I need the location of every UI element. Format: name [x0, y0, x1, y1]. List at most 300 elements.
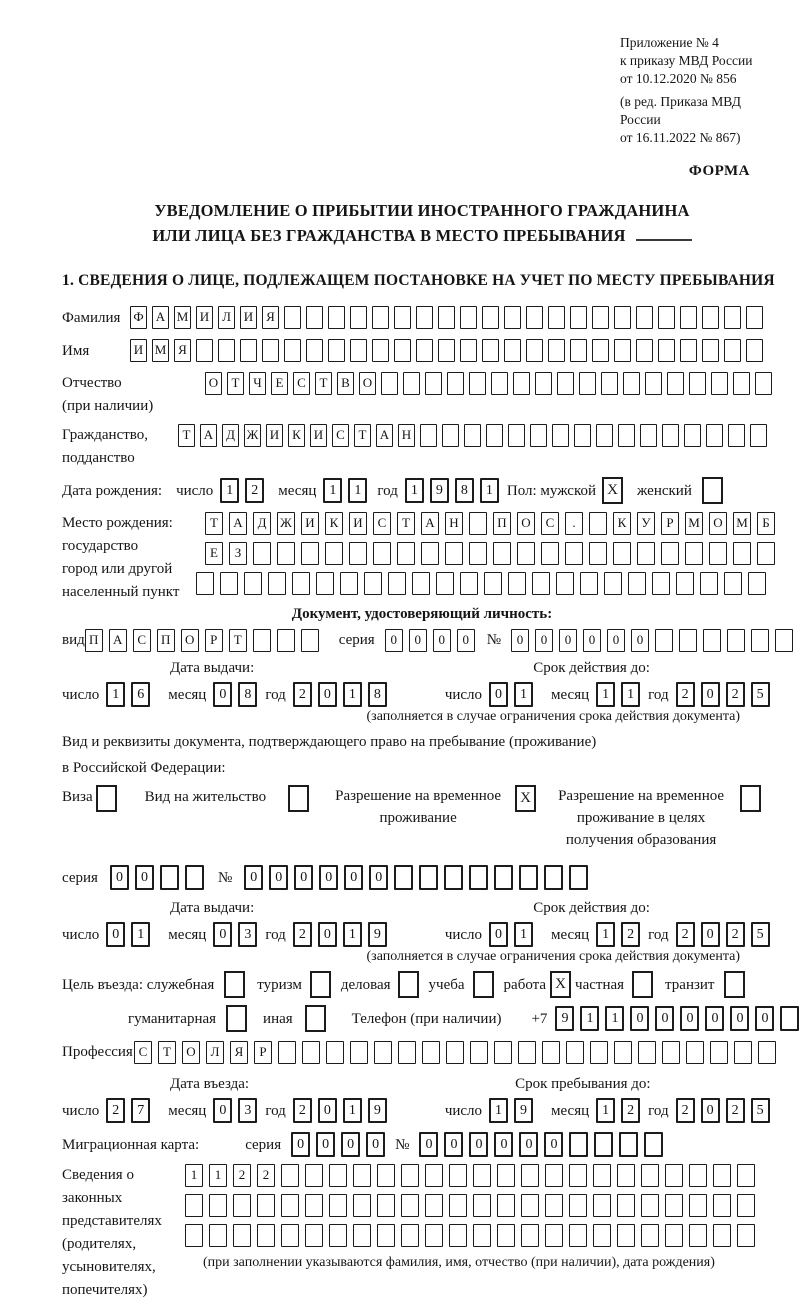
- form-cell[interactable]: Т: [354, 424, 371, 447]
- form-cell[interactable]: Т: [229, 629, 247, 652]
- form-cell[interactable]: Ф: [130, 306, 147, 329]
- form-cell[interactable]: [594, 1132, 613, 1157]
- form-cell[interactable]: М: [174, 306, 191, 329]
- form-cell[interactable]: [425, 1224, 443, 1247]
- form-cell[interactable]: [623, 372, 640, 395]
- form-cell[interactable]: [680, 306, 697, 329]
- form-cell[interactable]: 9: [368, 922, 387, 947]
- form-cell[interactable]: С: [134, 1041, 152, 1064]
- form-cell[interactable]: [469, 512, 487, 535]
- form-cell[interactable]: Я: [230, 1041, 248, 1064]
- form-cell[interactable]: [301, 542, 319, 565]
- form-cell[interactable]: [497, 1164, 515, 1187]
- form-cell[interactable]: 0: [489, 922, 508, 947]
- form-cell[interactable]: [350, 339, 367, 362]
- form-cell[interactable]: [685, 542, 703, 565]
- form-cell[interactable]: 5: [751, 922, 770, 947]
- form-cell[interactable]: Л: [218, 306, 235, 329]
- form-cell[interactable]: 2: [257, 1164, 275, 1187]
- form-cell[interactable]: [569, 865, 588, 890]
- form-cell[interactable]: [757, 542, 775, 565]
- form-cell[interactable]: [661, 542, 679, 565]
- form-cell[interactable]: [601, 372, 618, 395]
- form-cell[interactable]: [397, 542, 415, 565]
- form-cell[interactable]: .: [565, 512, 583, 535]
- form-cell[interactable]: Р: [205, 629, 223, 652]
- form-cell[interactable]: 1: [514, 922, 533, 947]
- form-cell[interactable]: [556, 572, 574, 595]
- form-cell[interactable]: [613, 542, 631, 565]
- form-cell[interactable]: [665, 1194, 683, 1217]
- form-cell[interactable]: [491, 372, 508, 395]
- form-cell[interactable]: Е: [205, 542, 223, 565]
- form-cell[interactable]: [209, 1224, 227, 1247]
- form-cell[interactable]: [552, 424, 569, 447]
- form-cell[interactable]: И: [349, 512, 367, 535]
- form-cell[interactable]: [513, 372, 530, 395]
- form-cell[interactable]: 0: [630, 1006, 649, 1031]
- form-cell[interactable]: 1: [348, 478, 367, 503]
- form-cell[interactable]: [592, 339, 609, 362]
- form-cell[interactable]: 0: [559, 629, 577, 652]
- form-cell[interactable]: [353, 1194, 371, 1217]
- form-cell[interactable]: 0: [213, 682, 232, 707]
- form-cell[interactable]: [394, 306, 411, 329]
- form-cell[interactable]: [541, 542, 559, 565]
- form-cell[interactable]: [281, 1194, 299, 1217]
- form-cell[interactable]: [469, 372, 486, 395]
- form-cell[interactable]: [569, 1194, 587, 1217]
- form-cell[interactable]: [614, 306, 631, 329]
- form-cell[interactable]: О: [182, 1041, 200, 1064]
- form-cell[interactable]: [328, 339, 345, 362]
- form-cell[interactable]: Т: [397, 512, 415, 535]
- temp-permit-edu-checkbox[interactable]: [740, 785, 761, 812]
- form-cell[interactable]: [710, 1041, 728, 1064]
- form-cell[interactable]: К: [613, 512, 631, 535]
- form-cell[interactable]: [724, 572, 742, 595]
- form-cell[interactable]: 2: [245, 478, 264, 503]
- form-cell[interactable]: [377, 1164, 395, 1187]
- form-cell[interactable]: [381, 372, 398, 395]
- form-cell[interactable]: [636, 339, 653, 362]
- form-cell[interactable]: [281, 1224, 299, 1247]
- form-cell[interactable]: [702, 306, 719, 329]
- form-cell[interactable]: [420, 424, 437, 447]
- form-cell[interactable]: Ж: [277, 512, 295, 535]
- form-cell[interactable]: [658, 306, 675, 329]
- form-cell[interactable]: 0: [511, 629, 529, 652]
- form-cell[interactable]: [521, 1194, 539, 1217]
- form-cell[interactable]: [667, 372, 684, 395]
- form-cell[interactable]: [329, 1224, 347, 1247]
- form-cell[interactable]: [518, 1041, 536, 1064]
- form-cell[interactable]: Д: [253, 512, 271, 535]
- other-checkbox[interactable]: [305, 1005, 326, 1032]
- form-cell[interactable]: 5: [751, 1098, 770, 1123]
- form-cell[interactable]: [306, 306, 323, 329]
- form-cell[interactable]: [748, 572, 766, 595]
- private-checkbox[interactable]: [632, 971, 653, 998]
- form-cell[interactable]: [679, 629, 697, 652]
- form-cell[interactable]: [244, 572, 262, 595]
- form-cell[interactable]: 0: [213, 922, 232, 947]
- form-cell[interactable]: [364, 572, 382, 595]
- form-cell[interactable]: [209, 1194, 227, 1217]
- form-cell[interactable]: [394, 865, 413, 890]
- form-cell[interactable]: О: [517, 512, 535, 535]
- form-cell[interactable]: 0: [701, 1098, 720, 1123]
- form-cell[interactable]: [349, 542, 367, 565]
- form-cell[interactable]: [403, 372, 420, 395]
- form-cell[interactable]: [617, 1224, 635, 1247]
- form-cell[interactable]: 2: [293, 682, 312, 707]
- form-cell[interactable]: А: [200, 424, 217, 447]
- form-cell[interactable]: [593, 1164, 611, 1187]
- form-cell[interactable]: [614, 339, 631, 362]
- form-cell[interactable]: [734, 1041, 752, 1064]
- form-cell[interactable]: [617, 1164, 635, 1187]
- form-cell[interactable]: [401, 1194, 419, 1217]
- form-cell[interactable]: [702, 339, 719, 362]
- form-cell[interactable]: [284, 339, 301, 362]
- form-cell[interactable]: М: [152, 339, 169, 362]
- form-cell[interactable]: Т: [205, 512, 223, 535]
- form-cell[interactable]: [438, 306, 455, 329]
- form-cell[interactable]: [372, 339, 389, 362]
- form-cell[interactable]: 1: [605, 1006, 624, 1031]
- form-cell[interactable]: А: [152, 306, 169, 329]
- form-cell[interactable]: [340, 572, 358, 595]
- form-cell[interactable]: [449, 1164, 467, 1187]
- form-cell[interactable]: [353, 1164, 371, 1187]
- form-cell[interactable]: [220, 572, 238, 595]
- form-cell[interactable]: [544, 865, 563, 890]
- form-cell[interactable]: [329, 1164, 347, 1187]
- form-cell[interactable]: [733, 542, 751, 565]
- form-cell[interactable]: [262, 339, 279, 362]
- form-cell[interactable]: [301, 629, 319, 652]
- form-cell[interactable]: [589, 512, 607, 535]
- form-cell[interactable]: [305, 1194, 323, 1217]
- form-cell[interactable]: З: [229, 542, 247, 565]
- form-cell[interactable]: 1: [621, 682, 640, 707]
- form-cell[interactable]: 0: [701, 922, 720, 947]
- official-checkbox[interactable]: [224, 971, 245, 998]
- form-cell[interactable]: 1: [131, 922, 150, 947]
- sex-female-checkbox[interactable]: [702, 477, 723, 504]
- form-cell[interactable]: [775, 629, 793, 652]
- form-cell[interactable]: [388, 572, 406, 595]
- form-cell[interactable]: [422, 1041, 440, 1064]
- form-cell[interactable]: [196, 572, 214, 595]
- form-cell[interactable]: [689, 1224, 707, 1247]
- form-cell[interactable]: [751, 629, 769, 652]
- form-cell[interactable]: [497, 1194, 515, 1217]
- form-cell[interactable]: 2: [293, 922, 312, 947]
- form-cell[interactable]: 0: [366, 1132, 385, 1157]
- form-cell[interactable]: [350, 1041, 368, 1064]
- form-cell[interactable]: 2: [621, 922, 640, 947]
- form-cell[interactable]: [532, 572, 550, 595]
- form-cell[interactable]: [277, 542, 295, 565]
- form-cell[interactable]: 0: [318, 682, 337, 707]
- form-cell[interactable]: [637, 542, 655, 565]
- form-cell[interactable]: [494, 1041, 512, 1064]
- form-cell[interactable]: [548, 306, 565, 329]
- form-cell[interactable]: [542, 1041, 560, 1064]
- form-cell[interactable]: [401, 1224, 419, 1247]
- form-cell[interactable]: [628, 572, 646, 595]
- form-cell[interactable]: [728, 424, 745, 447]
- form-cell[interactable]: [569, 1164, 587, 1187]
- form-cell[interactable]: [548, 339, 565, 362]
- form-cell[interactable]: [569, 1132, 588, 1157]
- form-cell[interactable]: 0: [318, 1098, 337, 1123]
- form-cell[interactable]: 9: [514, 1098, 533, 1123]
- form-cell[interactable]: [709, 542, 727, 565]
- form-cell[interactable]: 2: [726, 1098, 745, 1123]
- form-cell[interactable]: 0: [655, 1006, 674, 1031]
- form-cell[interactable]: 0: [106, 922, 125, 947]
- form-cell[interactable]: 1: [596, 1098, 615, 1123]
- form-cell[interactable]: А: [229, 512, 247, 535]
- form-cell[interactable]: [305, 1224, 323, 1247]
- form-cell[interactable]: [557, 372, 574, 395]
- form-cell[interactable]: 0: [433, 629, 451, 652]
- form-cell[interactable]: К: [288, 424, 305, 447]
- form-cell[interactable]: 2: [726, 682, 745, 707]
- form-cell[interactable]: 0: [409, 629, 427, 652]
- form-cell[interactable]: [473, 1194, 491, 1217]
- form-cell[interactable]: Т: [315, 372, 332, 395]
- form-cell[interactable]: [652, 572, 670, 595]
- form-cell[interactable]: Я: [174, 339, 191, 362]
- form-cell[interactable]: [755, 372, 772, 395]
- form-cell[interactable]: 0: [419, 1132, 438, 1157]
- form-cell[interactable]: 0: [535, 629, 553, 652]
- form-cell[interactable]: [257, 1224, 275, 1247]
- form-cell[interactable]: [350, 306, 367, 329]
- form-cell[interactable]: [641, 1194, 659, 1217]
- form-cell[interactable]: [517, 542, 535, 565]
- form-cell[interactable]: [218, 339, 235, 362]
- form-cell[interactable]: 1: [580, 1006, 599, 1031]
- form-cell[interactable]: [530, 424, 547, 447]
- form-cell[interactable]: 1: [209, 1164, 227, 1187]
- form-cell[interactable]: О: [359, 372, 376, 395]
- form-cell[interactable]: [644, 1132, 663, 1157]
- form-cell[interactable]: [619, 1132, 638, 1157]
- form-cell[interactable]: 0: [213, 1098, 232, 1123]
- form-cell[interactable]: Н: [445, 512, 463, 535]
- form-cell[interactable]: П: [493, 512, 511, 535]
- form-cell[interactable]: [574, 424, 591, 447]
- form-cell[interactable]: 1: [343, 922, 362, 947]
- form-cell[interactable]: [377, 1194, 395, 1217]
- form-cell[interactable]: 0: [705, 1006, 724, 1031]
- form-cell[interactable]: [750, 424, 767, 447]
- form-cell[interactable]: [614, 1041, 632, 1064]
- form-cell[interactable]: [419, 865, 438, 890]
- form-cell[interactable]: [326, 1041, 344, 1064]
- form-cell[interactable]: [240, 339, 257, 362]
- form-cell[interactable]: [780, 1006, 799, 1031]
- form-cell[interactable]: [566, 1041, 584, 1064]
- form-cell[interactable]: [425, 1164, 443, 1187]
- form-cell[interactable]: 0: [291, 1132, 310, 1157]
- form-cell[interactable]: Ч: [249, 372, 266, 395]
- form-cell[interactable]: [580, 572, 598, 595]
- form-cell[interactable]: [618, 424, 635, 447]
- form-cell[interactable]: [569, 1224, 587, 1247]
- form-cell[interactable]: [508, 572, 526, 595]
- form-cell[interactable]: [445, 542, 463, 565]
- form-cell[interactable]: В: [337, 372, 354, 395]
- form-cell[interactable]: [519, 865, 538, 890]
- tourism-checkbox[interactable]: [310, 971, 331, 998]
- form-cell[interactable]: [377, 1224, 395, 1247]
- form-cell[interactable]: [253, 629, 271, 652]
- form-cell[interactable]: 0: [457, 629, 475, 652]
- form-cell[interactable]: [373, 542, 391, 565]
- form-cell[interactable]: Д: [222, 424, 239, 447]
- form-cell[interactable]: 0: [444, 1132, 463, 1157]
- form-cell[interactable]: [508, 424, 525, 447]
- form-cell[interactable]: [329, 1194, 347, 1217]
- form-cell[interactable]: [737, 1224, 755, 1247]
- form-cell[interactable]: [447, 372, 464, 395]
- transit-checkbox[interactable]: [724, 971, 745, 998]
- form-cell[interactable]: [570, 339, 587, 362]
- form-cell[interactable]: 0: [316, 1132, 335, 1157]
- form-cell[interactable]: [257, 1194, 275, 1217]
- form-cell[interactable]: 1: [343, 1098, 362, 1123]
- form-cell[interactable]: 3: [238, 1098, 257, 1123]
- form-cell[interactable]: 1: [514, 682, 533, 707]
- form-cell[interactable]: [733, 372, 750, 395]
- form-cell[interactable]: 0: [494, 1132, 513, 1157]
- form-cell[interactable]: 0: [269, 865, 288, 890]
- form-cell[interactable]: Л: [206, 1041, 224, 1064]
- form-cell[interactable]: [504, 306, 521, 329]
- form-cell[interactable]: [641, 1224, 659, 1247]
- form-cell[interactable]: М: [685, 512, 703, 535]
- form-cell[interactable]: [617, 1194, 635, 1217]
- form-cell[interactable]: [526, 339, 543, 362]
- form-cell[interactable]: [449, 1224, 467, 1247]
- form-cell[interactable]: 0: [544, 1132, 563, 1157]
- form-cell[interactable]: [521, 1224, 539, 1247]
- form-cell[interactable]: [700, 572, 718, 595]
- form-cell[interactable]: [412, 572, 430, 595]
- form-cell[interactable]: [655, 629, 673, 652]
- form-cell[interactable]: У: [637, 512, 655, 535]
- form-cell[interactable]: [680, 339, 697, 362]
- form-cell[interactable]: [421, 542, 439, 565]
- form-cell[interactable]: [497, 1224, 515, 1247]
- form-cell[interactable]: [482, 339, 499, 362]
- form-cell[interactable]: [711, 372, 728, 395]
- form-cell[interactable]: [526, 306, 543, 329]
- form-cell[interactable]: 1: [489, 1098, 508, 1123]
- form-cell[interactable]: 0: [583, 629, 601, 652]
- form-cell[interactable]: [494, 865, 513, 890]
- form-cell[interactable]: [504, 339, 521, 362]
- form-cell[interactable]: [470, 1041, 488, 1064]
- form-cell[interactable]: [460, 306, 477, 329]
- form-cell[interactable]: А: [109, 629, 127, 652]
- form-cell[interactable]: [185, 1224, 203, 1247]
- form-cell[interactable]: [438, 339, 455, 362]
- form-cell[interactable]: [727, 629, 745, 652]
- form-cell[interactable]: [473, 1224, 491, 1247]
- form-cell[interactable]: [446, 1041, 464, 1064]
- form-cell[interactable]: 1: [480, 478, 499, 503]
- form-cell[interactable]: О: [709, 512, 727, 535]
- form-cell[interactable]: [281, 1164, 299, 1187]
- form-cell[interactable]: [706, 424, 723, 447]
- form-cell[interactable]: 0: [369, 865, 388, 890]
- form-cell[interactable]: [306, 339, 323, 362]
- form-cell[interactable]: А: [421, 512, 439, 535]
- form-cell[interactable]: [325, 542, 343, 565]
- form-cell[interactable]: 2: [621, 1098, 640, 1123]
- form-cell[interactable]: 0: [135, 865, 154, 890]
- form-cell[interactable]: С: [373, 512, 391, 535]
- form-cell[interactable]: 2: [676, 1098, 695, 1123]
- form-cell[interactable]: [469, 865, 488, 890]
- form-cell[interactable]: 0: [318, 922, 337, 947]
- form-cell[interactable]: [482, 306, 499, 329]
- form-cell[interactable]: И: [130, 339, 147, 362]
- form-cell[interactable]: [641, 1164, 659, 1187]
- form-cell[interactable]: А: [376, 424, 393, 447]
- form-cell[interactable]: [196, 339, 213, 362]
- form-cell[interactable]: 0: [755, 1006, 774, 1031]
- form-cell[interactable]: [689, 1194, 707, 1217]
- form-cell[interactable]: [493, 542, 511, 565]
- form-cell[interactable]: И: [240, 306, 257, 329]
- form-cell[interactable]: 0: [385, 629, 403, 652]
- form-cell[interactable]: 9: [430, 478, 449, 503]
- residence-permit-checkbox[interactable]: [288, 785, 309, 812]
- form-cell[interactable]: 8: [368, 682, 387, 707]
- form-cell[interactable]: [676, 572, 694, 595]
- form-cell[interactable]: 0: [701, 682, 720, 707]
- form-cell[interactable]: Т: [158, 1041, 176, 1064]
- form-cell[interactable]: 0: [294, 865, 313, 890]
- form-cell[interactable]: 5: [751, 682, 770, 707]
- form-cell[interactable]: 2: [233, 1164, 251, 1187]
- form-cell[interactable]: [640, 424, 657, 447]
- form-cell[interactable]: [596, 424, 613, 447]
- form-cell[interactable]: [398, 1041, 416, 1064]
- form-cell[interactable]: М: [733, 512, 751, 535]
- form-cell[interactable]: 2: [726, 922, 745, 947]
- form-cell[interactable]: [253, 542, 271, 565]
- form-cell[interactable]: [535, 372, 552, 395]
- business-checkbox[interactable]: [398, 971, 419, 998]
- form-cell[interactable]: [590, 1041, 608, 1064]
- form-cell[interactable]: [372, 306, 389, 329]
- form-cell[interactable]: Н: [398, 424, 415, 447]
- form-cell[interactable]: [545, 1224, 563, 1247]
- form-cell[interactable]: 0: [519, 1132, 538, 1157]
- form-cell[interactable]: С: [332, 424, 349, 447]
- form-cell[interactable]: 0: [730, 1006, 749, 1031]
- form-cell[interactable]: Е: [271, 372, 288, 395]
